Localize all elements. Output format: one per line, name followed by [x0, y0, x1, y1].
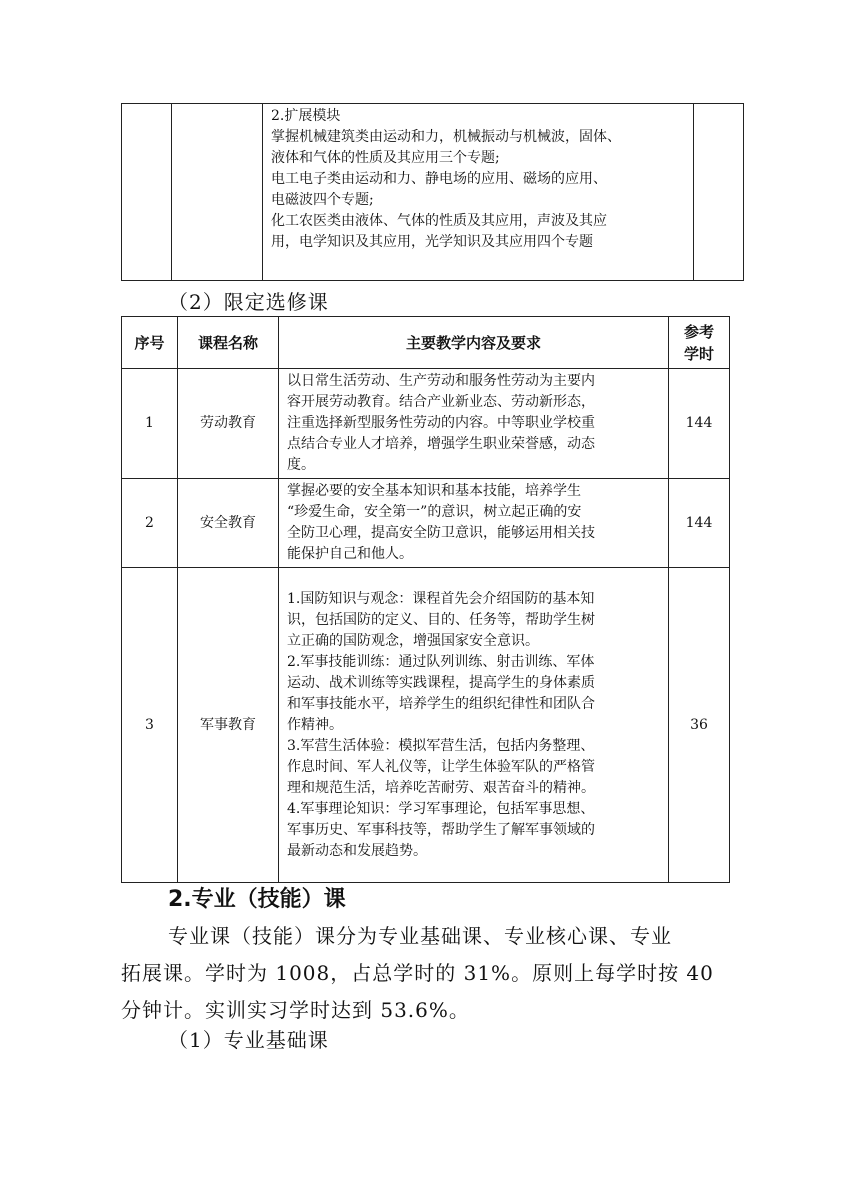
content-line: 识，包括国防的定义、目的、任务等，帮助学生树 [287, 611, 595, 628]
row-seq: 1 [122, 369, 178, 479]
header-name: 课程名称 [178, 317, 279, 369]
content-line: 1.国防知识与观念：课程首先会介绍国防的基本知 [287, 590, 595, 607]
paragraph-line: 专业课（技能）课分为专业基础课、专业核心课、专业 [168, 924, 672, 948]
content-line: 度。 [287, 457, 315, 473]
table-header-row [122, 317, 730, 369]
content-line: 3.军营生活体验：模拟军营生活，包括内务整理、 [287, 737, 595, 754]
header-hours [669, 317, 730, 369]
row-course-name: 安全教育 [178, 479, 279, 568]
row-content [279, 568, 669, 883]
top-content-cell [263, 104, 694, 281]
section-heading-professional: 2.专业（技能）课 [168, 887, 346, 912]
top-table [121, 103, 744, 281]
content-line: “珍爱生命，安全第一”的意识，树立起正确的安 [287, 504, 582, 520]
paragraph-line: 拓展课。学时为 1008，占总学时的 31%。原则上每学时按 40 [121, 961, 714, 985]
row-hours: 144 [669, 479, 730, 568]
row-hours: 144 [669, 369, 730, 479]
row-hours: 36 [669, 568, 730, 883]
content-line: 化工农医类由液体、气体的性质及其应用，声波及其应 [271, 213, 607, 229]
content-line: 理和规范生活，培养吃苦耐劳、艰苦奋斗的精神。 [287, 779, 595, 796]
content-line: 运动、战术训练等实践课程，提高学生的身体素质 [287, 674, 595, 691]
table-row [122, 104, 744, 281]
content-line: 能保护自己和他人。 [287, 546, 413, 562]
header-hours-line2: 学时 [683, 344, 714, 363]
paragraph-line: 分钟计。实训实习学时达到 53.6%。 [121, 998, 470, 1022]
top-seq-cell [122, 104, 172, 281]
table-row [122, 479, 730, 568]
content-line: 4.军事理论知识：学习军事理论，包括军事思想、 [287, 800, 595, 817]
header-seq: 序号 [122, 317, 178, 369]
content-line: 和军事技能水平，培养学生的组织纪律性和团队合 [287, 695, 595, 712]
content-line: 掌握机械建筑类由运动和力，机械振动与机械波，固体、 [271, 129, 621, 145]
table-row [122, 369, 730, 479]
row-course-name: 军事教育 [178, 568, 279, 883]
top-name-cell [172, 104, 263, 281]
content-line: 最新动态和发展趋势。 [287, 842, 427, 859]
row-content [279, 479, 669, 568]
content-line: 电工电子类由运动和力、静电场的应用、磁场的应用、 [271, 171, 607, 187]
content-line: 2.军事技能训练：通过队列训练、射击训练、军体 [287, 653, 595, 670]
header-content: 主要教学内容及要求 [279, 317, 669, 369]
row-seq: 3 [122, 568, 178, 883]
content-line: 掌握必要的安全基本知识和基本技能，培养学生 [287, 483, 581, 499]
content-line: 作精神。 [287, 716, 343, 733]
professional-paragraph [121, 918, 741, 1029]
content-line: 点结合专业人才培养，增强学生职业荣誉感，动态 [287, 436, 595, 452]
row-seq: 2 [122, 479, 178, 568]
content-line: 注重选择新型服务性劳动的内容。中等职业学校重 [287, 415, 595, 431]
content-line: 作息时间、军人礼仪等，让学生体验军队的严格管 [287, 758, 595, 775]
header-hours-line1: 参考 [683, 322, 714, 341]
section-heading-limited-elective: （2）限定选修课 [168, 290, 329, 314]
content-line: 立正确的国防观念，增强国家安全意识。 [287, 632, 539, 649]
row-content [279, 369, 669, 479]
content-line: 液体和气体的性质及其应用三个专题; [271, 150, 500, 166]
row-course-name: 劳动教育 [178, 369, 279, 479]
content-line: 电磁波四个专题; [271, 192, 374, 208]
table-row [122, 568, 730, 883]
content-line: 容开展劳动教育。结合产业新业态、劳动新形态， [287, 394, 595, 410]
content-line: 军事历史、军事科技等，帮助学生了解军事领域的 [287, 821, 595, 838]
content-line: 用，电学知识及其应用，光学知识及其应用四个专题 [271, 234, 593, 250]
elective-table [121, 316, 730, 883]
section-heading-professional-basic: （1）专业基础课 [168, 1028, 329, 1052]
content-line: 2.扩展模块 [271, 108, 341, 124]
content-line: 以日常生活劳动、生产劳动和服务性劳动为主要内 [287, 373, 595, 389]
content-line: 全防卫心理，提高安全防卫意识，能够运用相关技 [287, 525, 595, 541]
top-hours-cell [694, 104, 744, 281]
